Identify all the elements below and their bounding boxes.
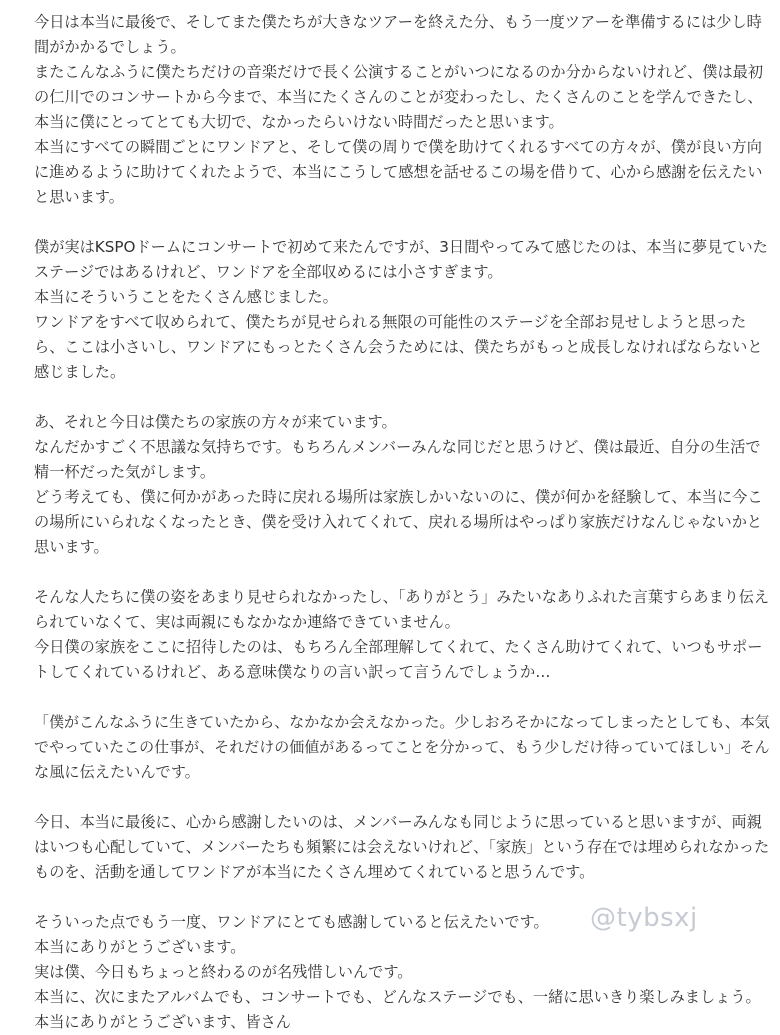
text-line: 思います。	[34, 538, 109, 556]
text-line: 今日は本当に最後で、そしてまた僕たちが大きなツアーを終えた分、もう一度ツアーを準備するには少し時	[34, 13, 762, 31]
text-line: と思います。	[34, 188, 124, 206]
text-line: 今日僕の家族をここに招待したのは、もちろん全部理解してくれて、たくさん助けてくれて、いつもサポー	[34, 638, 763, 656]
text-line: あ、それと今日は僕たちの家族の方々が来ています。	[34, 413, 397, 431]
text-line: に進めるように助けてくれたようで、本当にこうして感想を話せるこの場を借りて、心から感謝を伝えたい	[34, 163, 763, 181]
text-line: はいつも心配していて、メンバーたちも頻繁には会えないけれど、「家族」という存在では埋められなかった	[34, 838, 770, 856]
text-line: 本当にすべての瞬間ごとにワンドアと、そして僕の周りで僕を助けてくれるすべての方々が、僕が良い方向	[34, 138, 762, 156]
text-line: なんだかすごく不思議な気持ちです。もちろんメンバーみんな同じだと思うけど、僕は最近、自分の生活で	[34, 438, 761, 456]
text-line: の仁川でのコンサートから今まで、本当にたくさんのことが変わったし、たくさんのことを学んできたし、	[34, 88, 763, 106]
text-line: でやっていたこの仕事が、それだけの価値があるってことを分かって、もう少しだけ待っていてほしい」そん	[34, 738, 770, 756]
text-line: 精一杯だった気がします。	[34, 463, 216, 481]
text-line: そんな人たちに僕の姿をあまり見せられなかったし、「ありがとう」みたいなありふれた言葉すらあまり伝え	[34, 588, 770, 606]
text-line: な風に伝えたいんです。	[34, 763, 200, 781]
text-line: 今日、本当に最後に、心から感謝したいのは、メンバーみんなも同じように思っていると思いますが、両親	[34, 813, 762, 831]
text-line: の場所にいられなくなったとき、僕を受け入れてくれて、戻れる場所はやっぱり家族だけなんじゃないかと	[34, 513, 763, 531]
text-line: 本当に僕にとってとても大切で、なかったらいけない時間だったと思います。	[34, 113, 564, 131]
text-line: られていなくて、実は両親にもなかなか連絡できていません。	[34, 613, 460, 631]
text-line: 本当にありがとうございます。	[34, 938, 246, 956]
text-line: またこんなふうに僕たちだけの音楽だけで長く公演することがいつになるのか分からないけれど、僕は最初	[34, 63, 763, 81]
text-line: 本当にありがとうございます、皆さん	[34, 1013, 291, 1031]
text-line: 本当に、次にまたアルバムでも、コンサートでも、どんなステージでも、一緒に思いきり楽しみましょう。	[34, 988, 761, 1006]
text-line: 「僕がこんなふうに生きていたから、なかなか会えなかった。少しおろそかになってしまったとしても、本気	[34, 713, 770, 731]
paragraph	[34, 585, 770, 685]
paragraph	[34, 10, 766, 210]
text-line: トしてくれているけれど、ある意味僕なりの言い訳って言うんでしょうか…	[34, 663, 551, 681]
watermark-text: @tybsxj	[590, 903, 698, 933]
text-line: 感じました。	[34, 363, 126, 381]
paragraph	[34, 410, 766, 560]
paragraph	[34, 810, 770, 885]
text-line: どう考えても、僕に何かがあった時に戻れる場所は家族しかいないのに、僕が何かを経験して、本当に今こ	[34, 488, 763, 506]
text-line: ワンドアをすべて収められて、僕たちが見せられる無限の可能性のステージを全部お見せしようと思った	[34, 313, 747, 331]
paragraph	[34, 235, 766, 385]
paragraph	[34, 710, 770, 785]
text-line: 僕が実はKSPOドームにコンサートで初めて来たんですが、3日間やってみて感じたのは、本当に夢見ていた	[34, 238, 768, 256]
text-line: ものを、活動を通してワンドアが本当にたくさん埋めてくれていると思うんです。	[34, 863, 595, 881]
text-line: ステージではあるけれど、ワンドアを全部収めるには小さすぎます。	[34, 263, 503, 281]
text-line: 間がかかるでしょう。	[34, 38, 186, 56]
text-line: 本当にそういうことをたくさん感じました。	[34, 288, 338, 306]
text-line: ら、ここは小さいし、ワンドアにもっとたくさん会うためには、僕たちがもっと成長しなければならないと	[34, 338, 763, 356]
text-line: 実は僕、今日もちょっと終わるのが名残惜しいんです。	[34, 963, 413, 981]
text-line: そういった点でもう一度、ワンドアにとても感謝していると伝えたいです。	[34, 913, 549, 931]
